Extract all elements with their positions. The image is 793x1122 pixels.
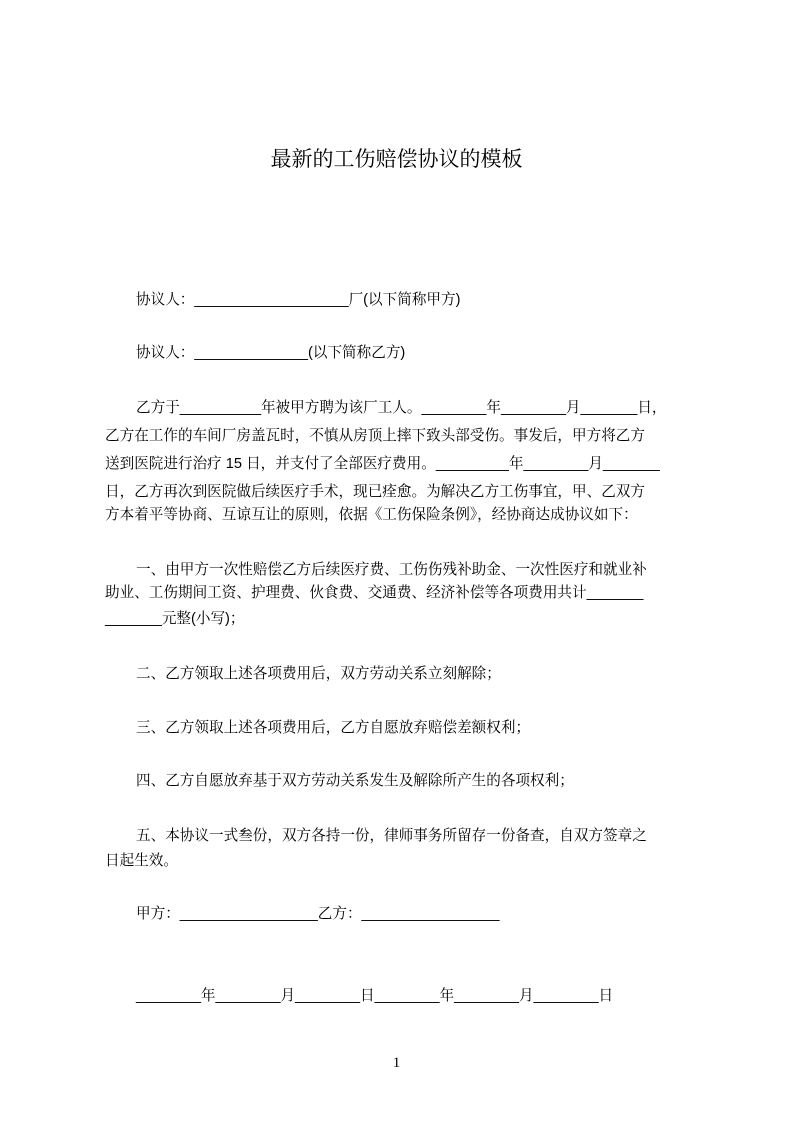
signature-line: 甲方：_________________乙方：_________________	[136, 906, 500, 922]
intro-line: 乙方于__________年被甲方聘为该厂工人。________年________月_______日，	[136, 400, 667, 416]
document-title: 最新的工伤赔偿协议的模板	[270, 148, 523, 171]
intro-line: 乙方在工作的车间厂房盖瓦时，不慎从房顶上摔下致头部受伤。事发后，甲方将乙方	[105, 428, 645, 444]
clause-3: 三、乙方领取上述各项费用后，乙方自愿放弃赔偿差额权利；	[136, 720, 531, 736]
clause-1-line: _______元整(小写)；	[105, 611, 245, 627]
clause-2: 二、乙方领取上述各项费用后，双方劳动关系立刻解除；	[136, 666, 501, 682]
party-b-line: 协议人：______________(以下简称乙方)	[136, 345, 406, 361]
clause-5-line: 日起生效。	[105, 853, 178, 869]
clause-1-line: 一、由甲方一次性赔偿乙方后续医疗费、工伤伤残补助金、一次性医疗和就业补	[136, 562, 647, 578]
intro-line: 送到医院进行治疗 15 日，并支付了全部医疗费用。_________年________月_______	[105, 456, 660, 472]
date-line: ________年________月________日________年________月________日	[136, 988, 614, 1004]
clause-5-line: 五、本协议一式叁份，双方各持一份，律师事务所留存一份备查，自双方签章之	[136, 828, 647, 844]
clause-4: 四、乙方自愿放弃基于双方劳动关系发生及解除所产生的各项权利；	[136, 773, 574, 789]
page-number: 1	[392, 1055, 401, 1071]
intro-line: 日，乙方再次到医院做后续医疗手术，现已痊愈。为解决乙方工伤事宜，甲、乙双方	[105, 484, 645, 500]
intro-line: 方本着平等协商、互谅互让的原则，依据《工伤保险条例》，经协商达成协议如下：	[105, 507, 638, 523]
party-a-line: 协议人：___________________厂(以下简称甲方)	[136, 292, 461, 308]
clause-1-line: 助业、工伤期间工资、护理费、伙食费、交通费、经济补偿等各项费用共计_______	[105, 585, 644, 601]
